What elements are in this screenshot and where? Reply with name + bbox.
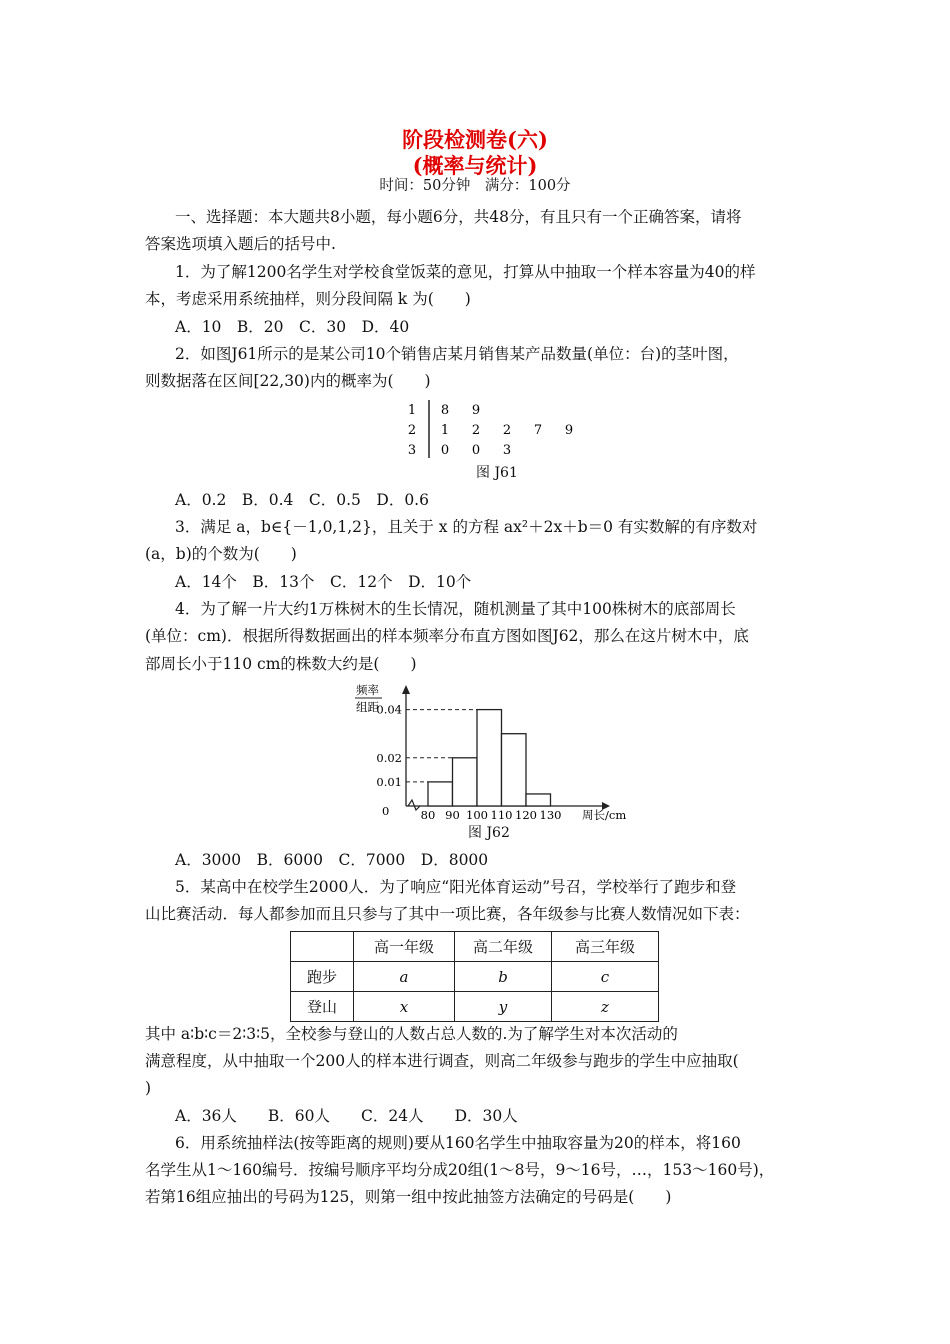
y-tick-label: 0.01 (376, 774, 402, 789)
histogram-bar (477, 710, 502, 806)
table-header-row (291, 932, 659, 962)
q5-line5: ) (145, 1079, 152, 1097)
q2-line1: 2．如图J61所示的是某公司10个销售店某月销售某产品数量(单位：台)的茎叶图， (175, 345, 739, 363)
table-header-cell (291, 932, 354, 962)
table-cell: y (455, 992, 552, 1022)
leaf-value: 0 (440, 443, 450, 458)
stem-value: 2 (407, 423, 417, 438)
x-tick-label: 130 (539, 808, 562, 822)
q6-line3: 若第16组应抽出的号码为125，则第一组中按此抽签方法确定的号码是( ) (145, 1188, 672, 1206)
q6-line2: 名学生从1～160编号．按编号顺序平均分成20组(1～8号，9～16号，…，153～160号)， (145, 1161, 775, 1179)
stem-value: 1 (407, 403, 417, 418)
y-tick-label: 0.02 (376, 750, 402, 765)
q3-options: A．14个 B．13个 C．12个 D．10个 (175, 573, 472, 591)
figure-j62-caption: 图 J62 (468, 825, 510, 841)
q4-line3: 部周长小于110 cm的株数大约是( ) (145, 655, 417, 673)
q5-line3: 其中 a∶b∶c＝2∶3∶5，全校参与登山的人数占总人数的.为了解学生对本次活动的 (145, 1025, 678, 1043)
leaf-value: 2 (471, 423, 481, 438)
origin-label: 0 (382, 804, 390, 818)
histogram-bar (526, 794, 551, 806)
x-tick-label: 90 (445, 808, 460, 822)
table-cell: b (455, 962, 552, 992)
time-score-line: 时间：50分钟 满分：100分 (379, 178, 571, 194)
histogram-j62 (352, 680, 632, 825)
histogram-bar (453, 758, 478, 806)
table-cell: x (354, 992, 455, 1022)
stem-value: 3 (407, 443, 417, 458)
axis-break (408, 800, 420, 810)
q3-line1: 3．满足 a，b∈{－1,0,1,2}，且关于 x 的方程 ax²＋2x＋b＝0 有实数解的有序数对 (175, 518, 758, 536)
table-row (291, 962, 659, 992)
leaf-value: 9 (564, 423, 574, 438)
q5-line4: 满意程度，从中抽取一个200人的样本进行调查，则高二年级参与跑步的学生中应抽取( (145, 1052, 739, 1070)
exam-title: 阶段检测卷(六) (402, 127, 548, 152)
exam-subtitle: (概率与统计) (412, 153, 538, 178)
section-instruction-line1: 一、选择题：本大题共8小题，每小题6分，共48分，有且只有一个正确答案，请将 (175, 208, 742, 226)
table-header-cell: 高一年级 (354, 932, 455, 962)
q1-line2: 本，考虑采用系统抽样，则分段间隔 k 为( ) (145, 290, 471, 308)
x-tick-label: 120 (515, 808, 537, 822)
q4-line1: 4．为了解一片大约1万株树木的生长情况，随机测量了其中100株树木的底部周长 (175, 600, 736, 618)
leaf-value: 1 (440, 423, 450, 438)
q2-options: A．0.2 B．0.4 C．0.5 D．0.6 (175, 491, 429, 509)
table-cell: a (354, 962, 455, 992)
table-header-cell: 高三年级 (552, 932, 659, 962)
leaf-value: 2 (502, 423, 512, 438)
q5-options: A．36人 B．60人 C．24人 D．30人 (175, 1107, 518, 1125)
x-tick-label: 100 (466, 808, 488, 822)
q4-line2: (单位：cm)．根据所得数据画出的样本频率分布直方图如图J62，那么在这片树木中，底 (145, 627, 749, 645)
figure-j61-caption: 图 J61 (476, 465, 518, 481)
q6-line1: 6．用系统抽样法(按等距离的规则)要从160名学生中抽取容量为20的样本，将160 (175, 1134, 741, 1152)
q3-line2: (a，b)的个数为( ) (145, 545, 297, 563)
x-axis-label: 周长/cm (582, 808, 627, 822)
table-cell: 登山 (291, 992, 354, 1022)
y-label-top: 频率 (356, 683, 379, 697)
table-cell: c (552, 962, 659, 992)
leaf-value: 7 (533, 423, 543, 438)
q4-options: A．3000 B．6000 C．7000 D．8000 (175, 851, 489, 869)
y-tick-label: 0.04 (376, 702, 402, 717)
x-tick-label: 80 (420, 808, 436, 822)
x-tick-label: 110 (490, 808, 513, 822)
y-label-bottom: 组距 (356, 700, 379, 714)
participation-table (290, 931, 659, 1022)
table-header-cell: 高二年级 (455, 932, 552, 962)
table-cell: 跑步 (291, 962, 354, 992)
stem-leaf-plot (400, 400, 590, 462)
q5-line2: 山比赛活动．每人都参加而且只参与了其中一项比赛，各年级参与比赛人数情况如下表： (145, 905, 750, 923)
leaf-value: 3 (502, 443, 512, 458)
q2-line2: 则数据落在区间[22,30)内的概率为( ) (145, 372, 431, 390)
q5-line1: 5．某高中在校学生2000人．为了响应“阳光体育运动”号召，学校举行了跑步和登 (175, 878, 737, 896)
histogram-bar (502, 734, 527, 806)
section-instruction-line2: 答案选项填入题后的括号中. (145, 235, 336, 253)
leaf-value: 0 (471, 443, 481, 458)
table-row (291, 992, 659, 1022)
leaf-value: 8 (440, 403, 450, 418)
leaf-value: 9 (471, 403, 481, 418)
q1-line1: 1．为了解1200名学生对学校食堂饭菜的意见，打算从中抽取一个样本容量为40的样 (175, 263, 756, 281)
histogram-bar (428, 782, 453, 806)
table-cell: z (552, 992, 659, 1022)
y-axis-arrow (402, 685, 410, 694)
q1-options: A．10 B．20 C．30 D．40 (175, 318, 410, 336)
